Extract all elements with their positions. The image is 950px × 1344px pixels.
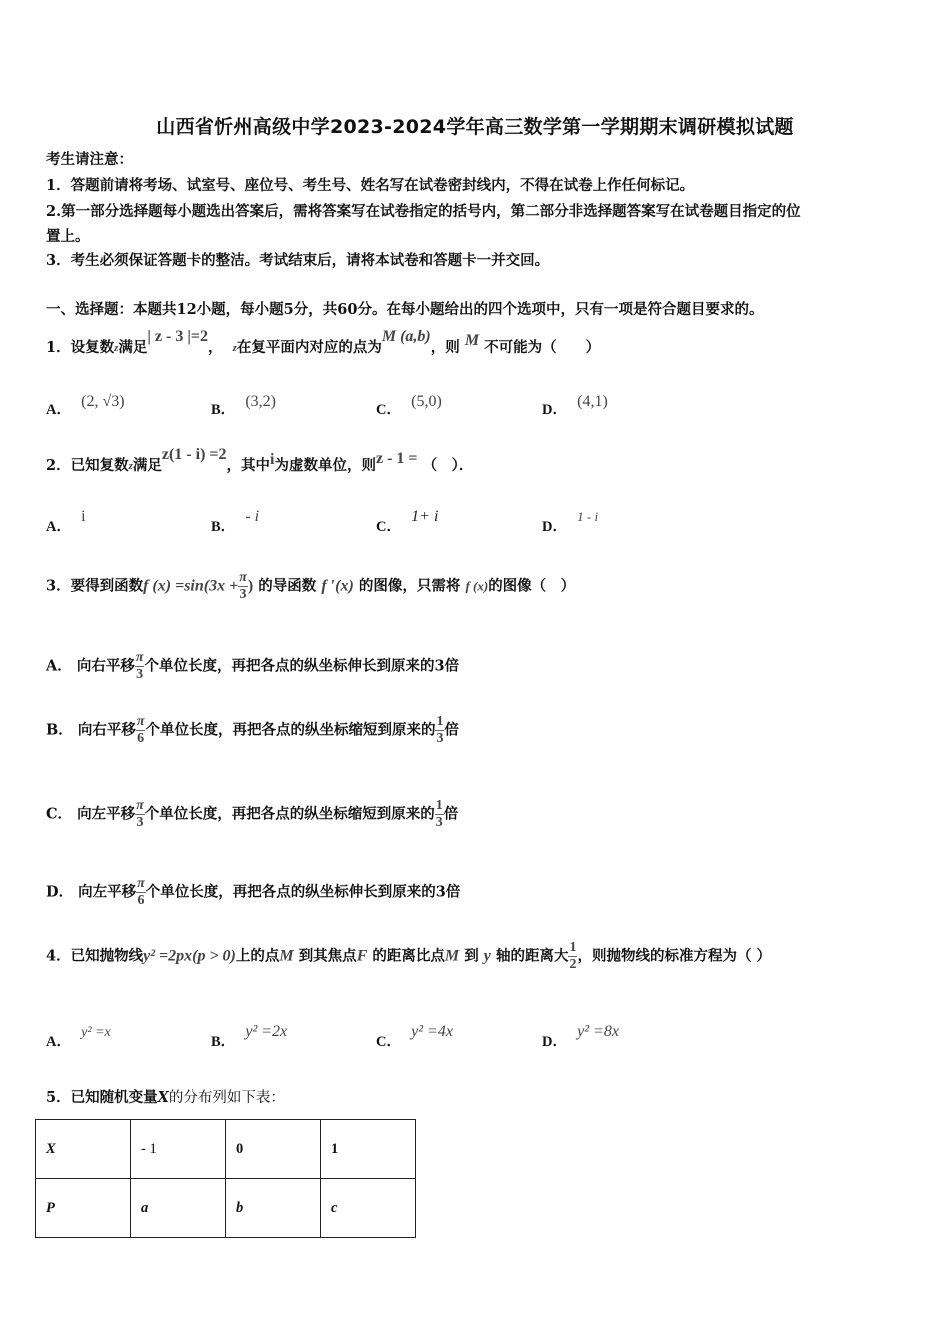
question-1: 1．设复数$^z$满足| z - 3 |=2， $^z$在复平面内对应的点为M (a,b)，则 M 不可能为（ ） (46, 328, 601, 356)
notice-item: 1．答题前请将考场、试室号、座位号、考生号、姓名写在试卷密封线内，不得在试卷上作任何标记。 (46, 177, 695, 194)
question-2: 2．已知复数$^z$满足z(1 - i) =2，其中i为虚数单位，则z - 1 = （ ）． (46, 446, 474, 474)
q3-option-c[interactable]: C． 向左平移 $\frac{\pi}{3}$ 个单位长度，再把各点的纵坐标缩短到原来的 $\frac{1}{3}$ 倍 (46, 798, 459, 830)
q4-option-a[interactable]: A． y² =x (46, 1025, 111, 1050)
table-cell: c (321, 1179, 416, 1238)
table-cell: a (131, 1179, 226, 1238)
q2-option-a[interactable]: A． i (46, 508, 86, 535)
question-5: 5．已知随机变量X的分布列如下表： (46, 1089, 285, 1106)
table-row (36, 1179, 416, 1238)
notice-heading: 考生请注意： (46, 151, 133, 168)
notice-item: 置上。 (46, 228, 90, 245)
q1-option-d[interactable]: D． (4,1) (542, 393, 608, 418)
notice-item: 2.第一部分选择题每小题选出答案后，需将答案写在试卷指定的括号内，第二部分非选择题答案写在试卷题目指定的位 (46, 203, 801, 220)
q4-option-d[interactable]: D． y² =8x (542, 1023, 619, 1050)
section-heading: 一、选择题：本题共12小题，每小题5分，共60分。在每小题给出的四个选项中，只有一项是符合题目要求的。 (46, 301, 764, 318)
q1-option-b[interactable]: B． (3,2) (211, 393, 276, 418)
page-title: 山西省忻州高级中学2023-2024学年高三数学第一学期期末调研模拟试题 (156, 116, 794, 138)
q4-option-b[interactable]: B． y² =2x (211, 1023, 288, 1050)
q1-option-c[interactable]: C． (5,0) (376, 393, 442, 418)
table-cell: 1 (321, 1120, 416, 1179)
q3-option-d[interactable]: D． 向左平移 $\frac{\pi}{6}$ 个单位长度，再把各点的纵坐标伸长到原来的3倍 (46, 876, 461, 908)
table-row (36, 1120, 416, 1179)
q2-option-d[interactable]: D． 1 - i (542, 509, 599, 535)
notice-item: 3．考生必须保证答题卡的整洁。考试结束后，请将本试卷和答题卡一并交回。 (46, 252, 550, 269)
distribution-table (35, 1119, 416, 1238)
q3-option-b[interactable]: B． 向右平移 $\frac{\pi}{6}$ 个单位长度，再把各点的纵坐标缩短到原来的 $\frac{1}{3}$ 倍 (46, 714, 459, 746)
q4-option-c[interactable]: C． y² =4x (376, 1023, 453, 1050)
q2-option-b[interactable]: B． - i (211, 508, 260, 535)
q3-option-a[interactable]: A． 向右平移 $\frac{\pi}{3}$ 个单位长度，再把各点的纵坐标伸长到原来的3倍 (46, 650, 460, 682)
q1-option-a[interactable]: A． (2, √3) (46, 393, 125, 418)
q2-option-c[interactable]: C． 1+ i (376, 508, 439, 535)
question-4: 4．已知抛物线y² =2px(p > 0)上的点M 到其焦点F 的距离比点M 到 y 轴的距离大 $\frac{1}{2}$ ，则抛物线的标准方程为（ ） (46, 940, 772, 972)
table-cell: X (36, 1120, 131, 1179)
table-cell: P (36, 1179, 131, 1238)
question-3: 3．要得到函数f (x) =sin(3x + $\frac{\pi}{3}$ ) 的导函数 f ′(x) 的图像，只需将 f (x)的图像（ ） (46, 570, 576, 602)
table-cell: b (226, 1179, 321, 1238)
table-cell: 0 (226, 1120, 321, 1179)
table-cell: - 1 (131, 1120, 226, 1179)
